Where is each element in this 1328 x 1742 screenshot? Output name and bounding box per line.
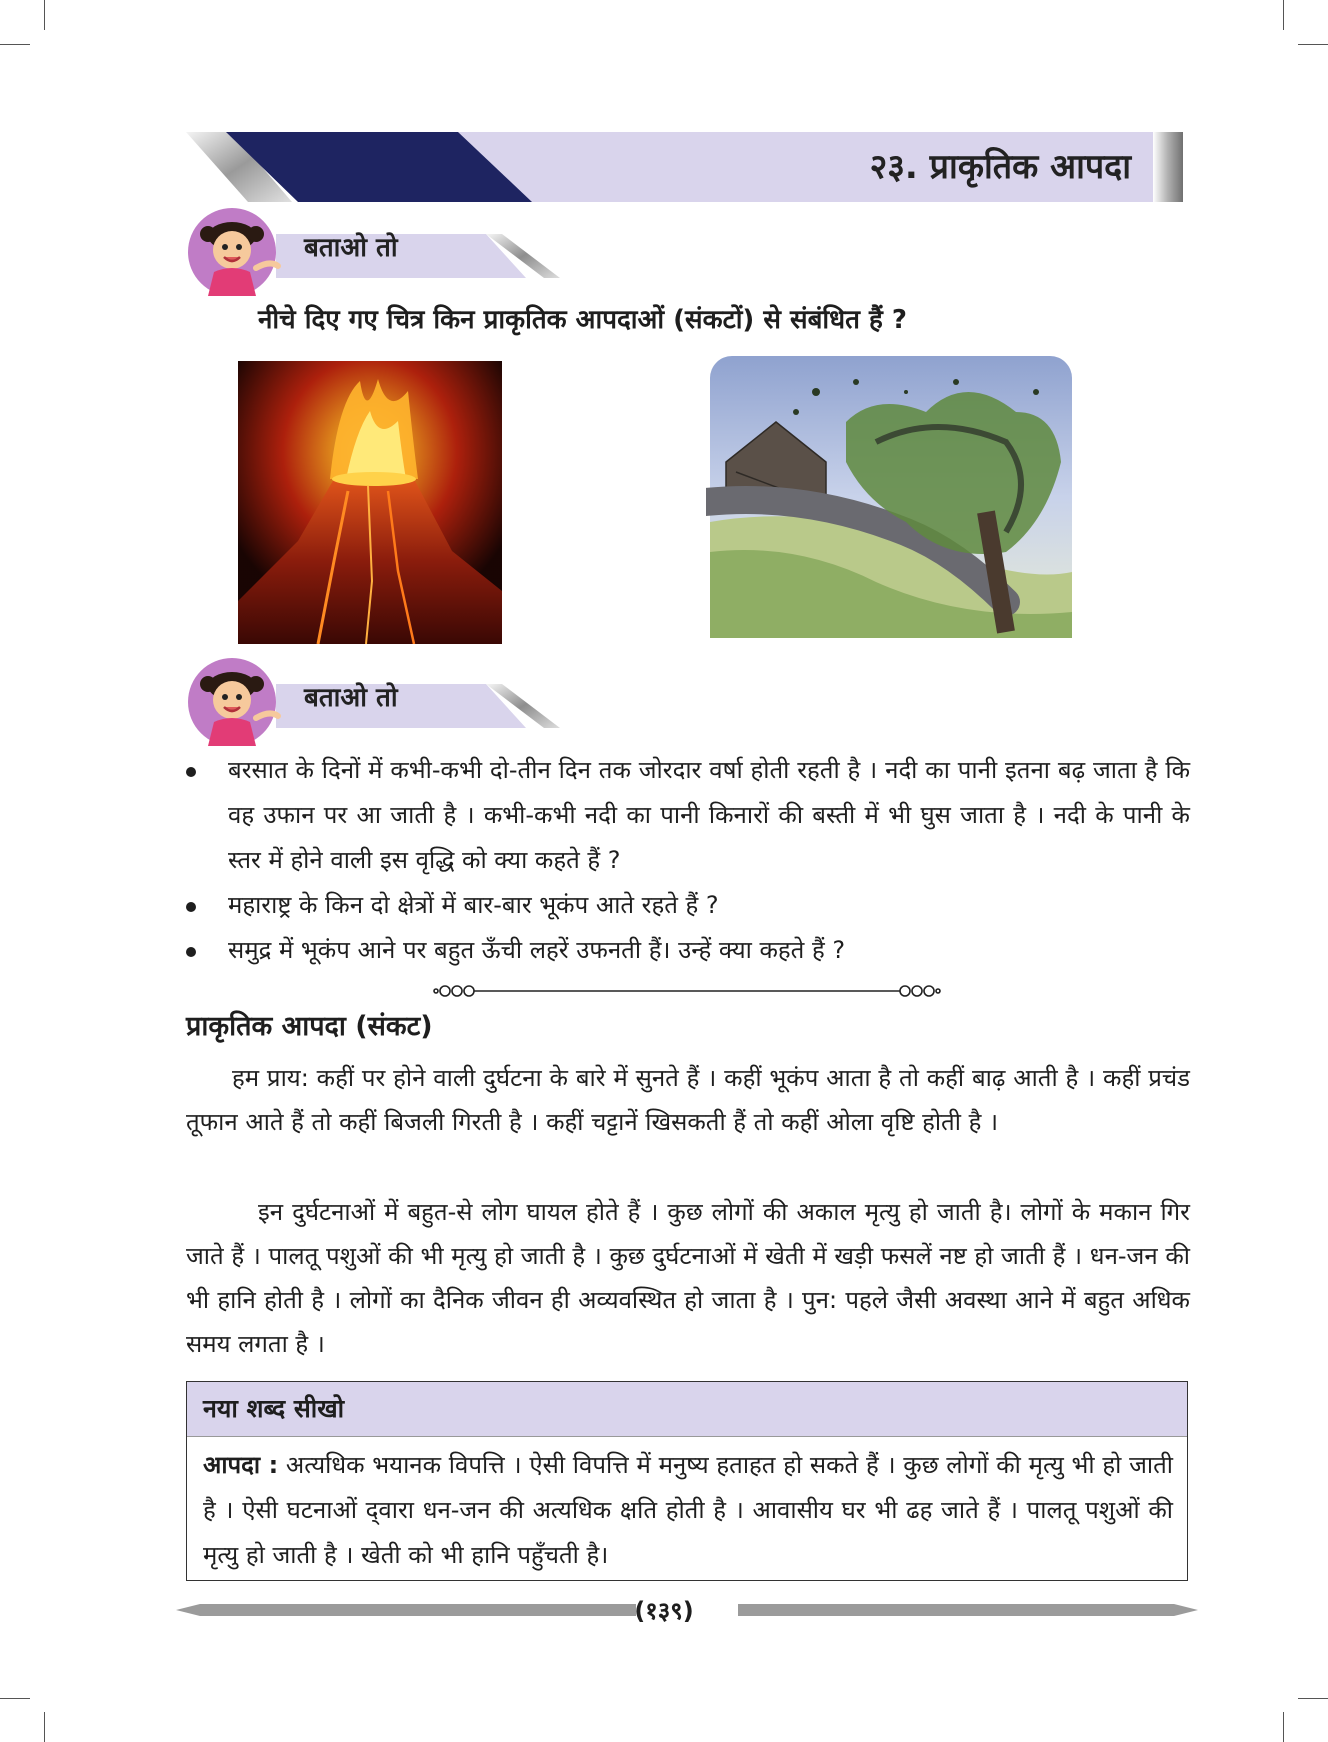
new-word-box: [186, 1381, 1188, 1581]
crop-mark: [1283, 1712, 1284, 1742]
tell-me-prompt-box: [186, 656, 566, 748]
question-list: [186, 748, 1190, 973]
crop-mark: [1283, 0, 1284, 30]
page-number: (१३९): [634, 1597, 694, 1625]
paragraph: हम प्राय: कहीं पर होने वाली दुर्घटना के बारे में सुनते हैं । कहीं भूकंप आता है तो कहीं बाढ़ आती है । कहीं प्रचंड तूफान आते हैं तो कहीं बिजली गिरती है । कहीं चट्टानें खिसकती हैं तो कहीं ओला वृष्टि होती है ।: [186, 1064, 1190, 1136]
bullet-icon: [186, 947, 196, 957]
bullet-icon: [186, 902, 196, 912]
term: आपदा :: [203, 1451, 279, 1479]
section-divider: [432, 982, 942, 1000]
new-word-box-title: नया शब्द सीखो: [187, 1382, 1187, 1437]
cyclone-storm-image: [706, 352, 1076, 642]
crop-mark: [44, 0, 45, 30]
section-heading: प्राकृतिक आपदा (संकट): [186, 1011, 433, 1042]
crop-mark: [0, 44, 30, 45]
new-word-definition: [187, 1437, 1187, 1578]
crop-mark: [1298, 1698, 1328, 1699]
question-text: नीचे दिए गए चित्र किन प्राकृतिक आपदाओं (संकटों) से संबंधित हैं ?: [258, 305, 907, 335]
bullet-icon: [186, 767, 196, 777]
list-item: बरसात के दिनों में कभी-कभी दो-तीन दिन तक जोरदार वर्षा होती रहती है । नदी का पानी इतना बढ़ जाता है कि वह उफान पर आ जाती है । कभी-कभी नदी का पानी किनारों की बस्ती में भी घुस जाता है । नदी के पानी के स्तर में होने वाली इस वृद्धि को क्या कहते हैं ?: [186, 748, 1190, 883]
crop-mark: [1298, 44, 1328, 45]
chapter-title-banner: [186, 132, 1183, 202]
prompt-label: बताओ तो: [304, 683, 398, 713]
definition-text: अत्यधिक भयानक विपत्ति । ऐसी विपत्ति में मनुष्य हताहत हो सकते हैं । कुछ लोगों की मृत्यु भी हो जाती है । ऐसी घटनाओं द्‌वारा धन-जन की अत्यधिक क्षति होती है । आवासीय घर भी ढह जाते हैं । पालतू पशुओं की मृत्यु हो जाती है । खेती को भी हानि पहुँचती है।: [203, 1451, 1173, 1569]
crop-mark: [44, 1712, 45, 1742]
list-item: समुद्र में भूकंप आने पर बहुत ऊँची लहरें उफनती हैं। उन्हें क्या कहते हैं ?: [186, 928, 1190, 973]
list-item: महाराष्ट्र के किन दो क्षेत्रों में बार-बार भूकंप आते रहते हैं ?: [186, 883, 1190, 928]
girl-avatar-icon: [188, 208, 278, 296]
tell-me-prompt-box: [186, 206, 566, 298]
crop-mark: [0, 1698, 30, 1699]
paragraph: इन दुर्घटनाओं में बहुत-से लोग घायल होते हैं । कुछ लोगों की अकाल मृत्यु हो जाती है। लोगों के मकान गिर जाते हैं । पालतू पशुओं की भी मृत्यु हो जाती है । कुछ दुर्घटनाओं में खेती में खड़ी फसलें नष्ट हो जाती हैं । धन-जन की भी हानि होती है । लोगों का दैनिक जीवन ही अव्यवस्थित हो जाता है । पुन: पहले जैसी अवस्था आने में बहुत अधिक समय लगता है ।: [186, 1198, 1190, 1358]
chapter-title: २३. प्राकृतिक आपदा: [869, 147, 1131, 187]
girl-avatar-icon: [188, 658, 278, 746]
volcano-image: [238, 361, 502, 644]
prompt-label: बताओ तो: [304, 233, 398, 263]
